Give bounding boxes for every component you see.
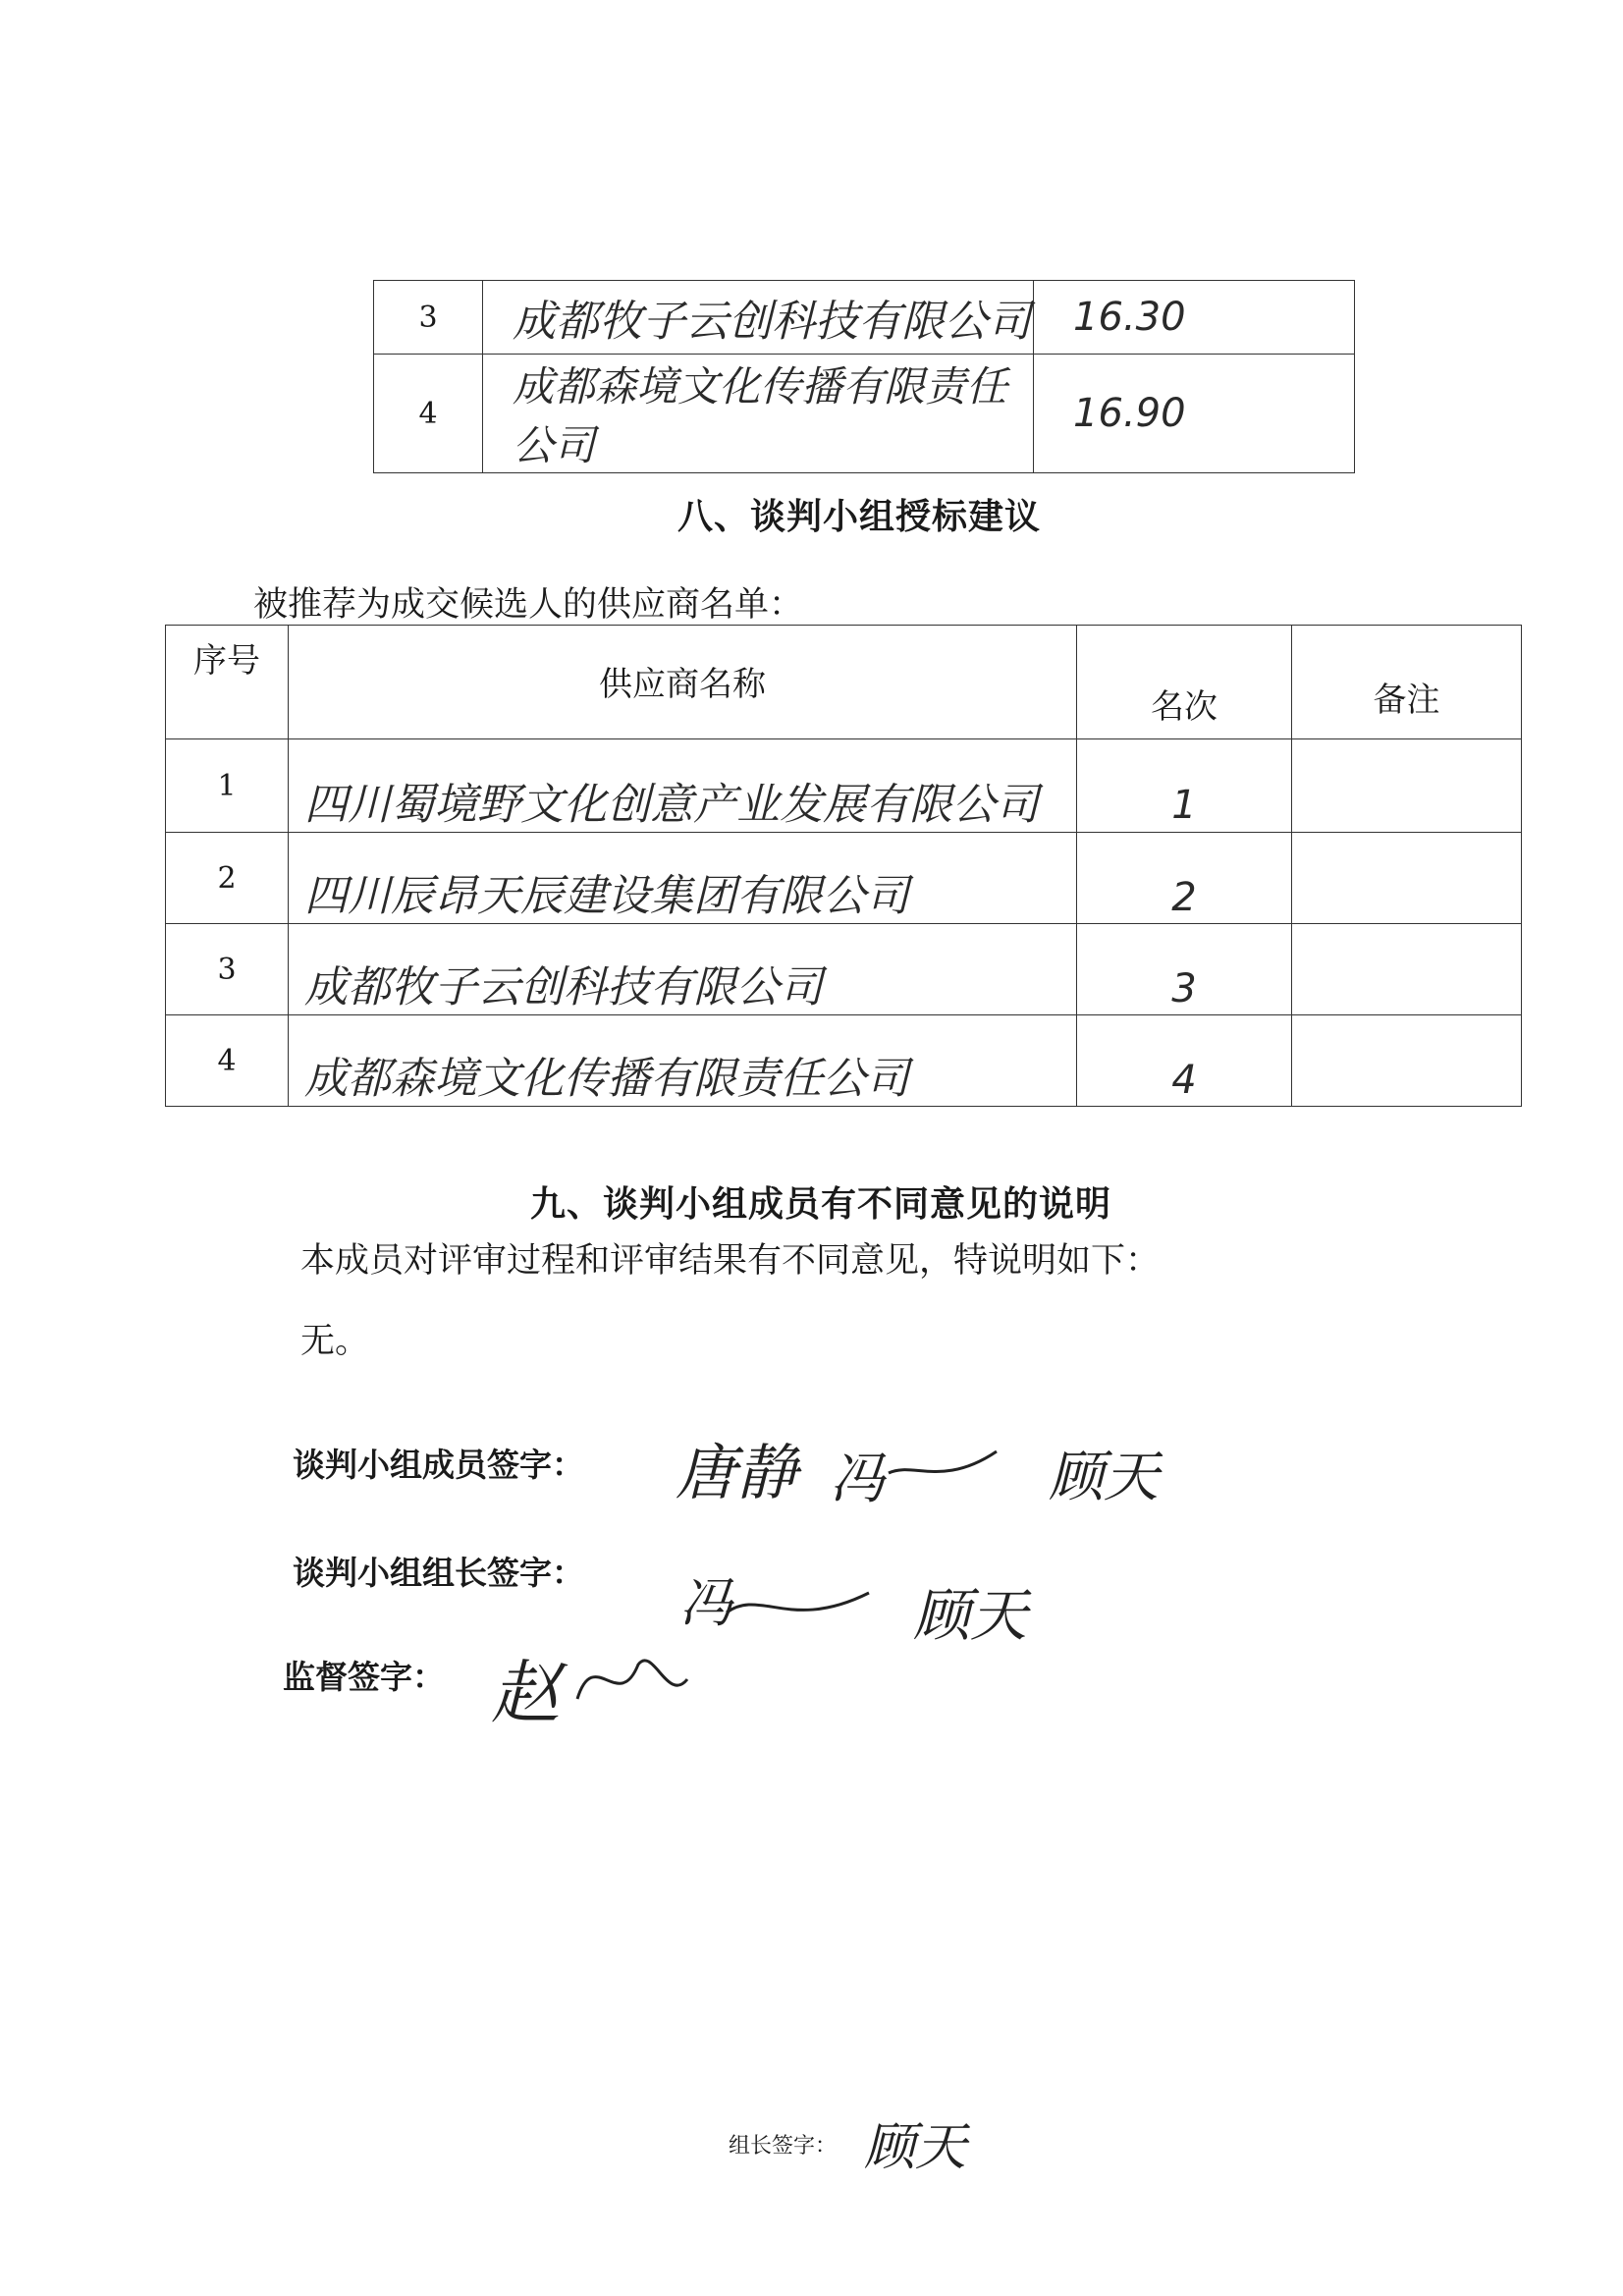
table-row bbox=[166, 1015, 1522, 1107]
row-serial: 4 bbox=[374, 355, 483, 473]
rank-value: 2 bbox=[1077, 833, 1292, 924]
leader-signature: 冯 bbox=[679, 1572, 732, 1634]
footer-leader-label: 组长签字： bbox=[729, 2134, 838, 2159]
note-cell bbox=[1292, 924, 1522, 1015]
row-serial: 3 bbox=[166, 924, 289, 1015]
note-cell bbox=[1292, 739, 1522, 833]
supplier-name: 成都牧子云创科技有限公司 bbox=[289, 924, 1077, 1015]
header-serial: 序号 bbox=[166, 626, 289, 739]
supplier-name: 成都牧子云创科技有限公司 bbox=[483, 281, 1034, 355]
section-9-title: 九、谈判小组成员有不同意见的说明 bbox=[530, 1183, 1112, 1225]
rank-value: 3 bbox=[1077, 924, 1292, 1015]
section-9-body: 本成员对评审过程和评审结果有不同意见，特说明如下： bbox=[300, 1241, 1161, 1281]
row-serial: 2 bbox=[166, 833, 289, 924]
row-serial: 4 bbox=[166, 1015, 289, 1107]
leader-signature-label: 谈判小组组长签字： bbox=[293, 1554, 584, 1592]
members-signature-label: 谈判小组成员签字： bbox=[293, 1446, 584, 1484]
score-table-continuation bbox=[373, 280, 1355, 473]
leader-signature-stroke bbox=[722, 1583, 879, 1642]
member-signature: 顾天 bbox=[1049, 1446, 1159, 1509]
supplier-name: 成都森境文化传播有限责任公司 bbox=[289, 1015, 1077, 1107]
rank-value: 4 bbox=[1077, 1015, 1292, 1107]
supervisor-signature-stroke bbox=[569, 1640, 697, 1719]
row-serial: 1 bbox=[166, 739, 289, 833]
leader-signature: 顾天 bbox=[913, 1582, 1028, 1649]
rank-value: 1 bbox=[1077, 739, 1292, 833]
member-signature: 冯 bbox=[830, 1448, 885, 1511]
header-note: 备注 bbox=[1292, 626, 1522, 739]
section-8-title: 八、谈判小组授标建议 bbox=[677, 496, 1042, 537]
table-header-row bbox=[166, 626, 1522, 739]
note-cell bbox=[1292, 1015, 1522, 1107]
table-row bbox=[166, 739, 1522, 833]
supplier-name: 四川辰昂天辰建设集团有限公司 bbox=[289, 833, 1077, 924]
member-signature-stroke bbox=[884, 1444, 1001, 1503]
footer-leader-signature: 顾天 bbox=[864, 2118, 967, 2177]
price-value: 16.90 bbox=[1034, 355, 1355, 473]
table-row bbox=[374, 355, 1355, 473]
supplier-name: 成都森境文化传播有限责任公司 bbox=[483, 355, 1034, 473]
member-signature: 唐静 bbox=[676, 1437, 798, 1508]
supervisor-signature: 赵 bbox=[491, 1653, 560, 1733]
price-value: 16.30 bbox=[1034, 281, 1355, 355]
note-cell bbox=[1292, 833, 1522, 924]
supervisor-signature-label: 监督签字： bbox=[283, 1658, 445, 1696]
header-rank: 名次 bbox=[1077, 626, 1292, 739]
table-row bbox=[166, 833, 1522, 924]
table-row bbox=[166, 924, 1522, 1015]
table-row bbox=[374, 281, 1355, 355]
section-9-answer: 无。 bbox=[300, 1322, 370, 1361]
section-8-intro: 被推荐为成交候选人的供应商名单： bbox=[253, 585, 804, 625]
supplier-name: 四川蜀境野文化创意产业发展有限公司 bbox=[289, 739, 1077, 833]
row-serial: 3 bbox=[374, 281, 483, 355]
header-supplier-name: 供应商名称 bbox=[289, 626, 1077, 739]
recommended-suppliers-table bbox=[165, 625, 1522, 1107]
